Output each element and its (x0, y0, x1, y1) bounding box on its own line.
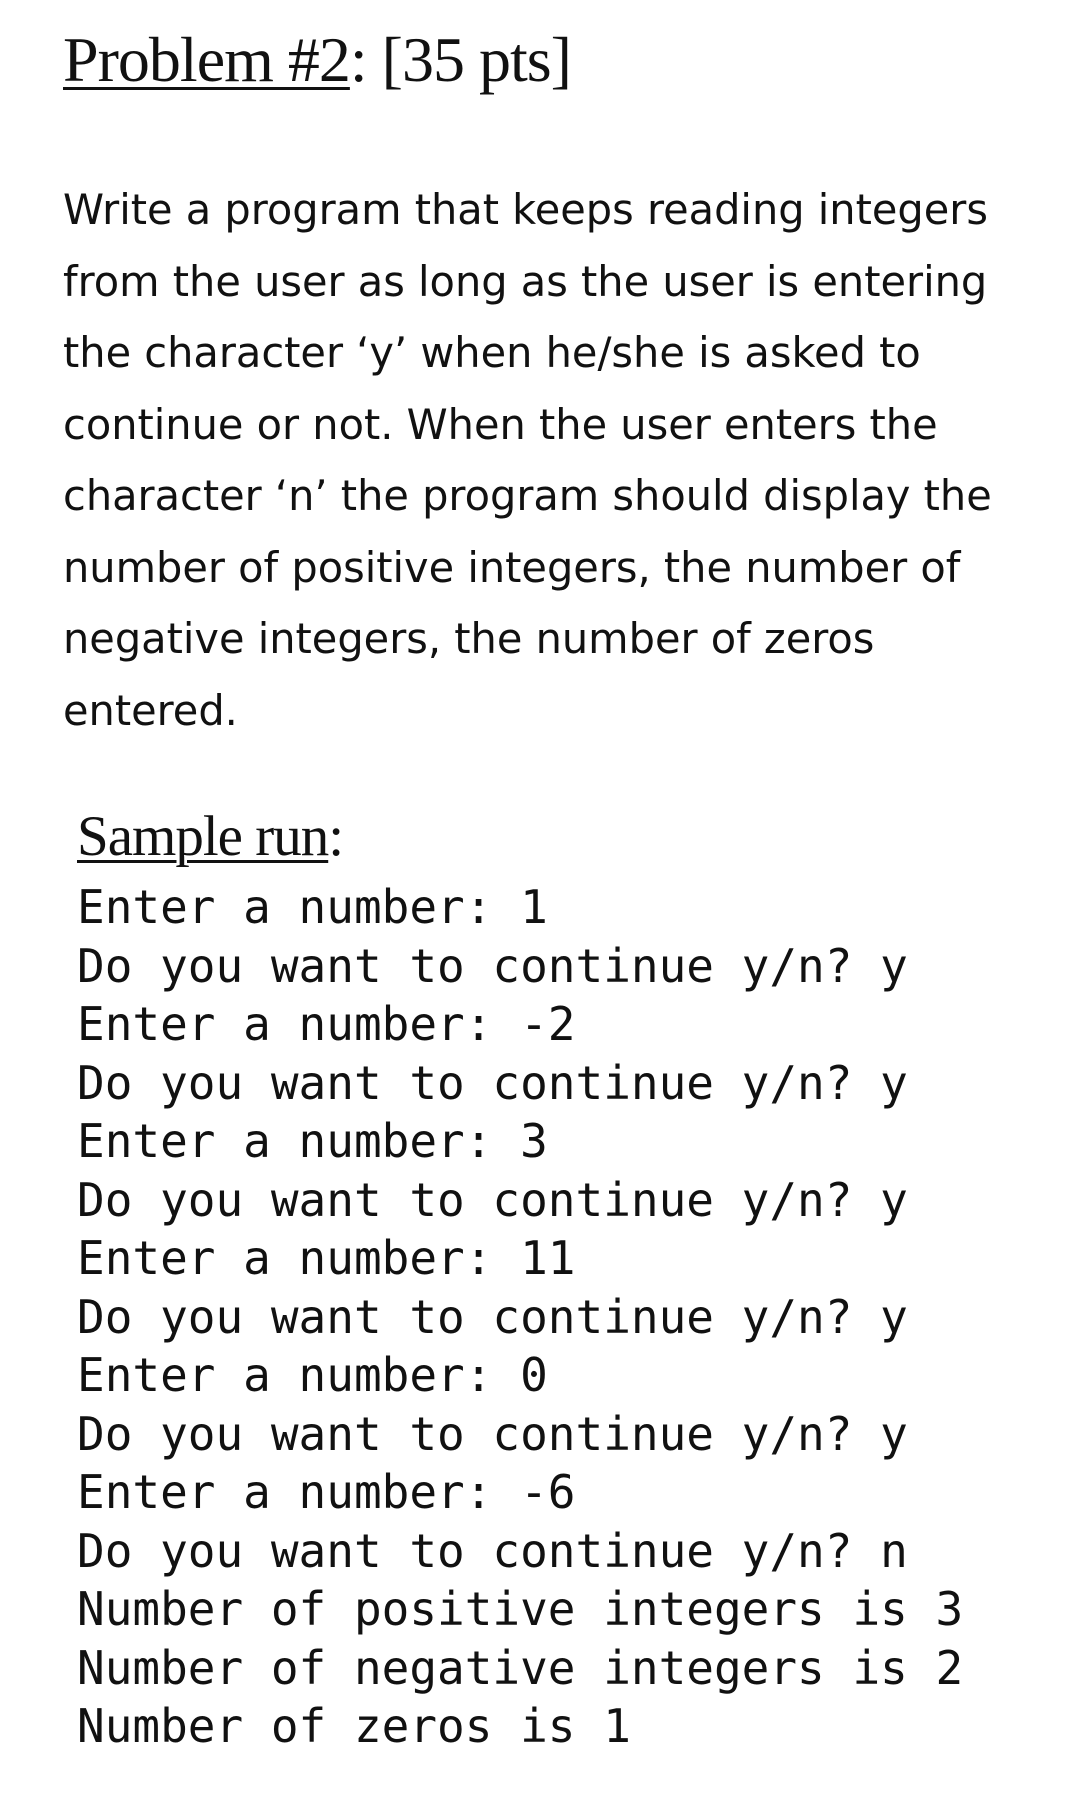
description-line: character ‘n’ the program should display the (63, 471, 992, 520)
console-line: Do you want to continue y/n? n (77, 1523, 908, 1578)
problem-title-separator: : (349, 24, 382, 95)
console-line: Enter a number: -2 (77, 997, 576, 1051)
console-line: Number of negative integers is 2 (77, 1640, 964, 1695)
description-line: the character ‘y’ when he/she is asked to (63, 328, 921, 377)
description-line: number of positive integers, the number of (63, 542, 961, 592)
description-line: Write a program that keeps reading integers (63, 185, 988, 234)
console-line: Do you want to continue y/n? y (77, 1055, 908, 1110)
console-line: Enter a number: -6 (77, 1465, 576, 1519)
sample-run-heading-colon: : (328, 805, 344, 868)
problem-label: Problem #2 (63, 24, 350, 95)
sample-run-heading-text: Sample run (77, 805, 329, 868)
console-line: Do you want to continue y/n? y (77, 1289, 908, 1344)
console-line: Number of positive integers is 3 (77, 1582, 964, 1636)
console-line: Do you want to continue y/n? y (77, 938, 908, 993)
console-line: Enter a number: 11 (77, 1231, 576, 1285)
problem-description (63, 174, 1053, 746)
problem-points: [35 pts] (381, 24, 571, 95)
description-line: negative integers, the number of zeros (63, 614, 875, 663)
sample-run-output (77, 878, 963, 1756)
console-line: Number of zeros is 1 (77, 1699, 631, 1753)
description-line: from the user as long as the user is entering (63, 256, 988, 306)
sample-run-heading (77, 802, 343, 872)
description-line: entered. (63, 685, 238, 735)
description-line: continue or not. When the user enters the (63, 399, 938, 449)
console-line: Enter a number: 3 (77, 1114, 548, 1168)
console-line: Enter a number: 1 (77, 880, 548, 934)
console-line: Do you want to continue y/n? y (77, 1406, 908, 1461)
console-line: Do you want to continue y/n? y (77, 1172, 908, 1227)
problem-title (63, 22, 571, 98)
console-line: Enter a number: 0 (77, 1348, 548, 1402)
